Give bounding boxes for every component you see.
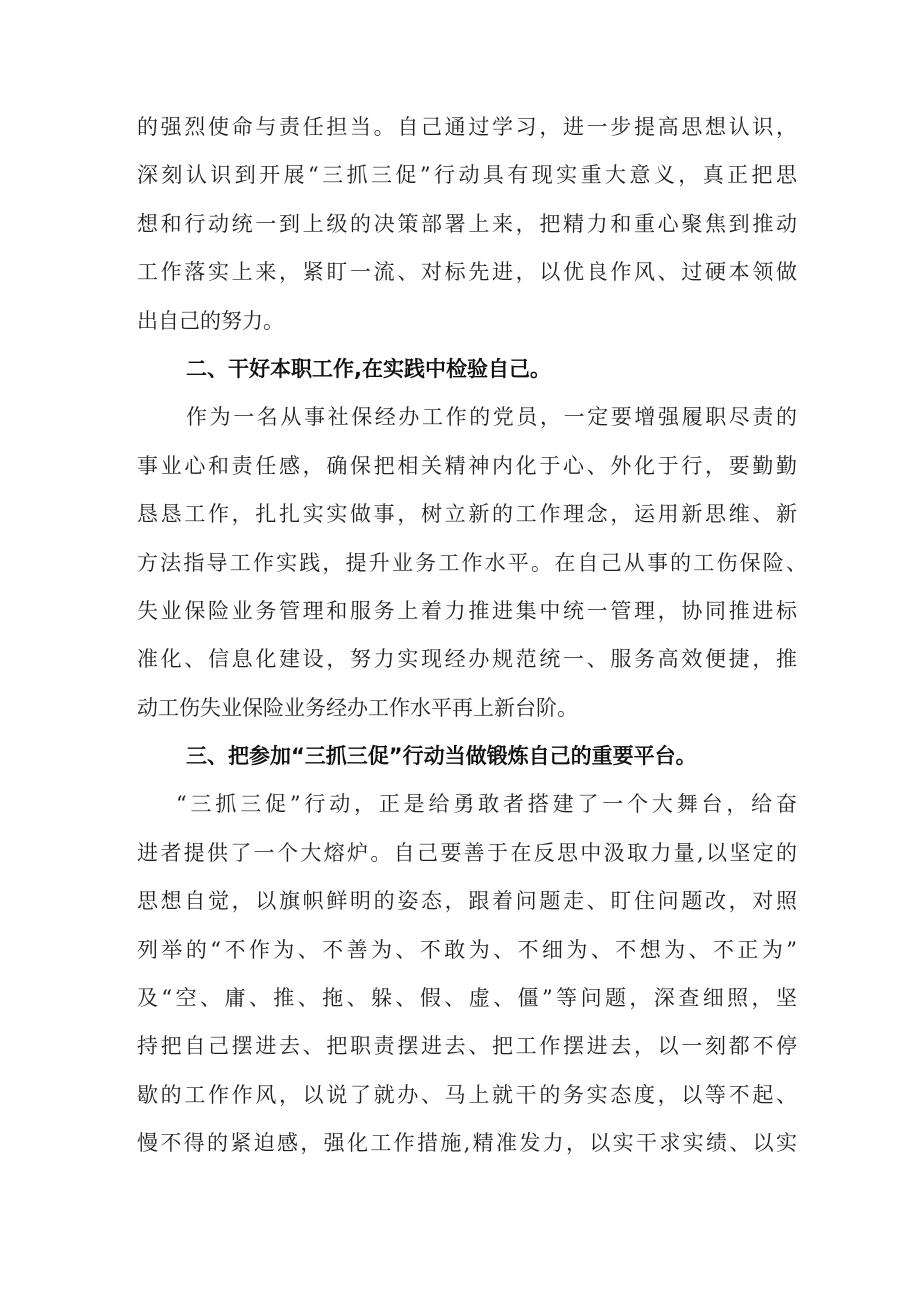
paragraph-3-line-1: “三抓三促”行动，正是给勇敢者搭建了一个大舞台，给奋 xyxy=(176,792,797,816)
paragraph-1-line-3: 想和行动统一到上级的决策部署上来，把精力和重心聚焦到推动 xyxy=(137,212,797,236)
paragraph-3-line-8: 慢不得的紧迫感，强化工作措施,精准发力，以实干求实绩、以实 xyxy=(137,1131,797,1155)
paragraph-2-line-6: 准化、信息化建设，努力实现经办规范统一、服务高效便捷，推 xyxy=(137,647,797,671)
paragraph-3-line-2: 进者提供了一个大熔炉。自己要善于在反思中汲取力量,以坚定的 xyxy=(137,841,797,865)
section-heading-3: 三、把参加“三抓三促”行动当做锻炼自己的重要平台。 xyxy=(186,744,697,768)
paragraph-1-line-5: 出自己的努力。 xyxy=(137,309,284,333)
paragraph-1-line-1: 的强烈使命与责任担当。自己通过学习，进一步提高思想认识， xyxy=(137,115,797,139)
paragraph-2-line-2: 事业心和责任感，确保把相关精神内化于心、外化于行，要勤勤 xyxy=(137,454,797,478)
paragraph-2-line-4: 方法指导工作实践，提升业务工作水平。在自己从事的工伤保险、 xyxy=(137,551,807,575)
paragraph-3-line-6: 持把自己摆进去、把职责摆进去、把工作摆进去，以一刻都不停 xyxy=(137,1034,797,1058)
paragraph-3-line-3: 思想自觉，以旗帜鲜明的姿态，跟着问题走、盯住问题改，对照 xyxy=(137,889,797,913)
paragraph-3-line-4: 列举的“不作为、不善为、不敢为、不细为、不想为、不正为” xyxy=(137,938,797,962)
paragraph-2-line-7: 动工伤失业保险业务经办工作水平再上新台阶。 xyxy=(137,696,578,720)
paragraph-3-line-5: 及“空、庸、推、拖、躲、假、虚、僵”等问题，深查细照，坚 xyxy=(137,986,797,1010)
paragraph-2-line-5: 失业保险业务管理和服务上着力推进集中统一管理，协同推进标 xyxy=(137,599,797,623)
paragraph-1-line-2: 深刻认识到开展“三抓三促”行动具有现实重大意义，真正把思 xyxy=(137,163,797,187)
paragraph-2-line-1: 作为一名从事社保经办工作的党员，一定要增强履职尽责的 xyxy=(186,405,797,429)
paragraph-3-line-7: 歇的工作作风，以说了就办、马上就干的务实态度，以等不起、 xyxy=(137,1083,797,1107)
section-heading-2: 二、干好本职工作,在实践中检验自己。 xyxy=(186,357,551,381)
paragraph-1-line-4: 工作落实上来，紧盯一流、对标先进，以优良作风、过硬本领做 xyxy=(137,260,797,284)
paragraph-2-line-3: 恳恳工作，扎扎实实做事，树立新的工作理念，运用新思维、新 xyxy=(137,502,797,526)
